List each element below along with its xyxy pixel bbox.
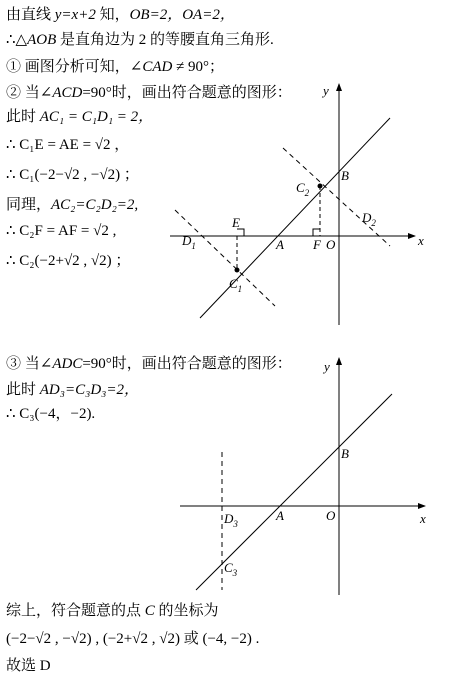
text-l8-eq: AC₂=C₂D₂=2, [51,197,139,213]
fig1-label-c1: $C_1$ [229,276,243,294]
text-line-15 [6,630,259,648]
fig1-label-f: F [313,237,321,252]
fig1-label-a: A [276,237,284,252]
text-l2-aob: AOB [27,32,57,48]
text-l11-adc: ADC [52,356,83,372]
text-l2-a: ∴△ [6,32,28,48]
text-l9: ∴ C₂F = AF = √2 , [6,223,117,239]
text-line-3 [6,58,224,76]
fig1-label-c2: $C_2$ [296,180,310,198]
figure-1 [160,78,450,328]
text-line-5 [6,108,153,126]
fig1-label-d1: $D_1$ [182,233,196,251]
text-l6: ∴ C₁E = AE = √2 ， [6,137,130,153]
text-l3: ① 画图分析可知，∠ [6,59,143,75]
text-l1-b: 知， [95,7,130,23]
figure-2 [170,352,445,600]
text-line-8 [6,196,138,214]
text-l12-eq: AD₃=C₃D₃=2， [39,382,139,398]
text-l1-a: 由直线 [6,7,55,23]
fig2-label-c3: $C_3$ [224,560,238,578]
fig1-label-e: E [232,215,240,230]
text-line-1 [6,6,235,24]
text-line-9 [6,222,116,240]
text-l14-b: 的坐标为 [154,603,219,619]
fig2-label-a: A [276,508,284,523]
text-line-13 [6,405,95,423]
text-line-10 [6,252,130,270]
text-line-12 [6,381,139,399]
fig1-label-b: B [341,168,349,183]
fig1-label-y: y [323,83,329,98]
fig2-label-x: x [420,511,426,526]
text-l13: ∴ C₃(−4，−2). [6,406,96,422]
text-l5-a: 此时 [6,109,40,125]
fig2-label-y: y [324,359,330,374]
text-l4-a: ② 当∠ [6,85,53,101]
text-l2-b: 是直角边为 2 的等腰直角三角形. [56,32,274,48]
text-l14-a: 综上，符合题意的点 [6,603,145,619]
text-l14-c: C [144,603,155,619]
fig1-point-c1 [235,268,240,273]
text-l11-a: ③ 当∠ [6,356,53,372]
fig1-label-o: O [326,237,336,252]
fig2-label-o: O [326,508,336,523]
text-l15: (−2−√2 , −√2) , (−2+√2 , √2) 或 (−4, −2) . [6,631,260,647]
text-l3-b: ≠ 90°； [172,59,225,75]
text-l3-cad: CAD [142,59,173,75]
fig1-dash-c2 [283,148,390,246]
fig1-right-angle-e [237,229,244,236]
text-line-6 [6,136,129,154]
text-l16: 故选 D [6,658,51,674]
text-l1-eq: y=x+2 [54,7,96,23]
text-l8-a: 同理， [6,197,52,213]
text-l12-a: 此时 [6,382,40,398]
text-l1-ob: OB=2， [129,7,183,23]
text-l5-eq: AC₁ = C₁D₁ = 2， [39,109,154,125]
fig2-label-d3: $D_3$ [224,511,238,529]
text-l10: ∴ C₂(−2+√2 , √2) ； [6,253,131,269]
text-l4-acd: ACD [52,85,83,101]
text-l11-b: =90°时，画出符合题意的图形： [82,356,292,372]
text-line-2 [6,31,274,49]
text-line-7 [6,166,139,184]
fig2-label-b: B [341,446,349,461]
text-l1-oa: OA=2， [182,7,235,23]
fig1-point-c2 [318,184,323,189]
text-l4-b: =90°时，画出符合题意的图形： [82,85,292,101]
text-line-14 [6,602,219,620]
fig1-label-x: x [418,233,424,248]
fig1-right-angle-f [313,229,320,236]
fig1-label-d2: $D_2$ [362,210,376,228]
text-line-16 [6,657,51,675]
text-l7: ∴ C₁(−2−√2 , −√2) ； [6,167,139,183]
